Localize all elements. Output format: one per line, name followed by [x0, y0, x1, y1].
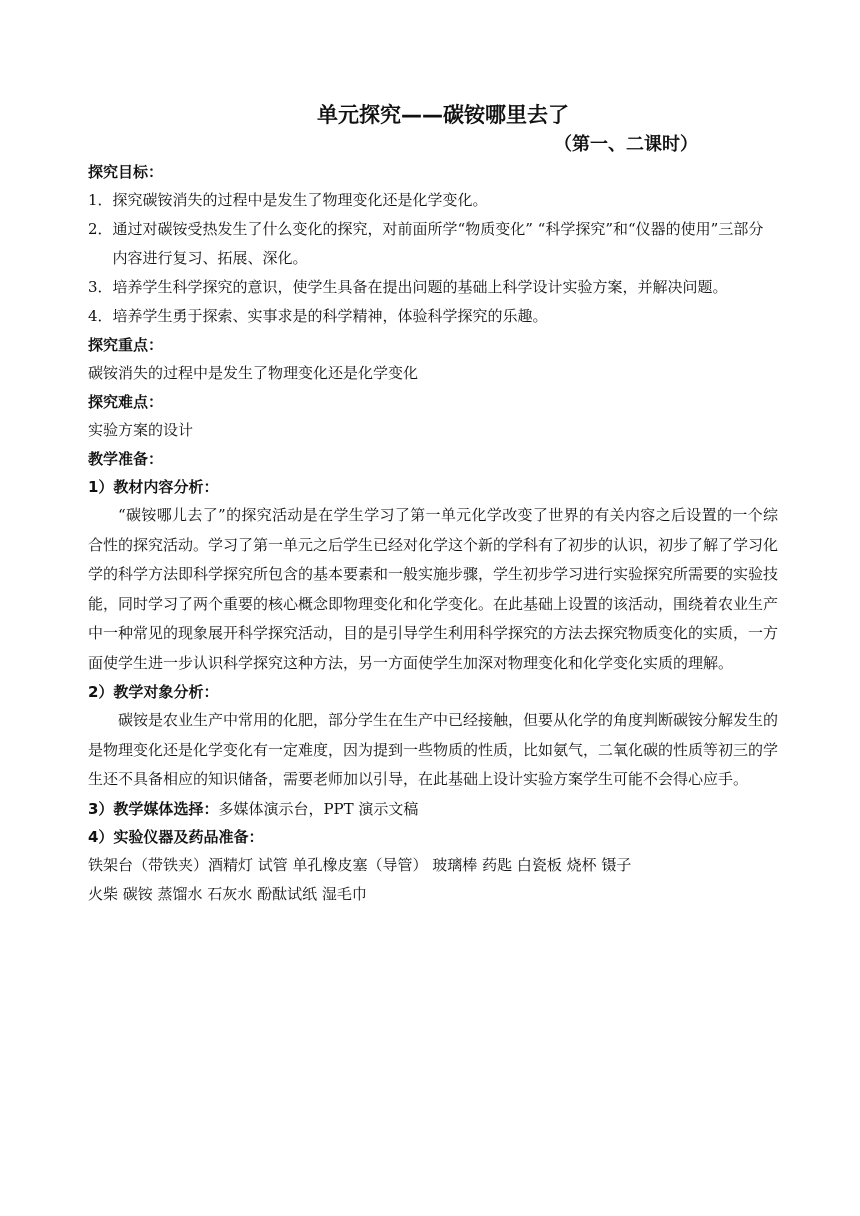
equipment-heading: 4）实验仪器及药品准备： [88, 827, 264, 846]
student-analysis-text: 碳铵是农业生产中常用的化肥，部分学生在生产中已经接触，但要从化学的角度判断碳铵分解发生的是物理变化还是化学变化有一定难度，因为提到一些物质的性质，比如氨气，二氧化碳的性质等初三的学生还不具备相应的知识储备，需要老师加以引导，在此基础上设计实验方案学生可能不会得心应手。 [88, 711, 779, 788]
focus-text: 碳铵消失的过程中是发生了物理变化还是化学变化 [88, 364, 419, 382]
equipment-line: 火柴 碳铵 蒸馏水 石灰水 酚酞试纸 湿毛巾 [88, 884, 367, 903]
goal-number: 4． [88, 307, 113, 325]
media-text: 多媒体演示台，PPT 演示文稿 [218, 799, 419, 818]
lesson-period: （第一、二课时） [554, 134, 698, 155]
goal-text: 培养学生勇于探索、实事求是的科学精神，体验科学探究的乐趣。 [112, 307, 548, 325]
equipment-line: 铁架台（带铁夹）酒精灯 试管 单孔橡皮塞（导管） 玻璃棒 药匙 白瓷板 烧杯 镊子 [88, 855, 632, 874]
document-page [88, 100, 778, 909]
material-analysis-text: “碳铵哪儿去了”的探究活动是在学生学习了第一单元化学改变了世界的有关内容之后设置的一个综合性的探究活动。学习了第一单元之后学生已经对化学这个新的学科有了初步的认识，初步了解了学习化学的科学方法即科学探究所包含的基本要素和一般实施步骤，学生初步学习进行实验探究所需要的实验技能，同时学习了两个重要的核心概念即物理变化和化学变化。在此基础上设置的该活动，围绕着农业生产中一种常见的现象展开科学探究活动，目的是引导学生利用科学探究的方法去探究物质变化的实质，一方面使学生进一步认识科学探究这种方法，另一方面使学生加深对物理变化和化学变化实质的理解。 [88, 506, 779, 672]
student-analysis-heading: 2）教学对象分析： [88, 683, 219, 701]
goal-number: 1． [88, 191, 113, 209]
media-line [88, 795, 778, 823]
document-title: 单元探究——碳铵哪里去了 [317, 103, 569, 127]
difficulty-text: 实验方案的设计 [88, 421, 194, 439]
goal-text: 培养学生科学探究的意识，使学生具备在提出问题的基础上科学设计实验方案，并解决问题。 [112, 278, 728, 296]
goals-heading: 探究目标： [88, 163, 164, 181]
difficulty-heading: 探究难点： [88, 393, 164, 411]
focus-heading: 探究重点： [88, 336, 164, 354]
media-heading: 3）教学媒体选择： [88, 799, 219, 818]
goal-text: 通过对碳铵受热发生了什么变化的探究，对前面所学“物质变化” “科学探究”和“仪器的使用”三部分内容进行复习、拓展、深化。 [112, 220, 764, 267]
goal-number: 3． [88, 278, 113, 296]
goal-number: 2． [88, 220, 113, 238]
goal-item [88, 273, 778, 302]
goals-list [88, 186, 778, 331]
goal-item [88, 215, 778, 273]
prep-heading: 教学准备： [88, 450, 164, 468]
goal-item [88, 302, 778, 331]
goal-item [88, 186, 778, 215]
material-analysis-heading: 1）教材内容分析： [88, 478, 219, 496]
goal-text: 探究碳铵消失的过程中是发生了物理变化还是化学变化。 [112, 191, 488, 209]
